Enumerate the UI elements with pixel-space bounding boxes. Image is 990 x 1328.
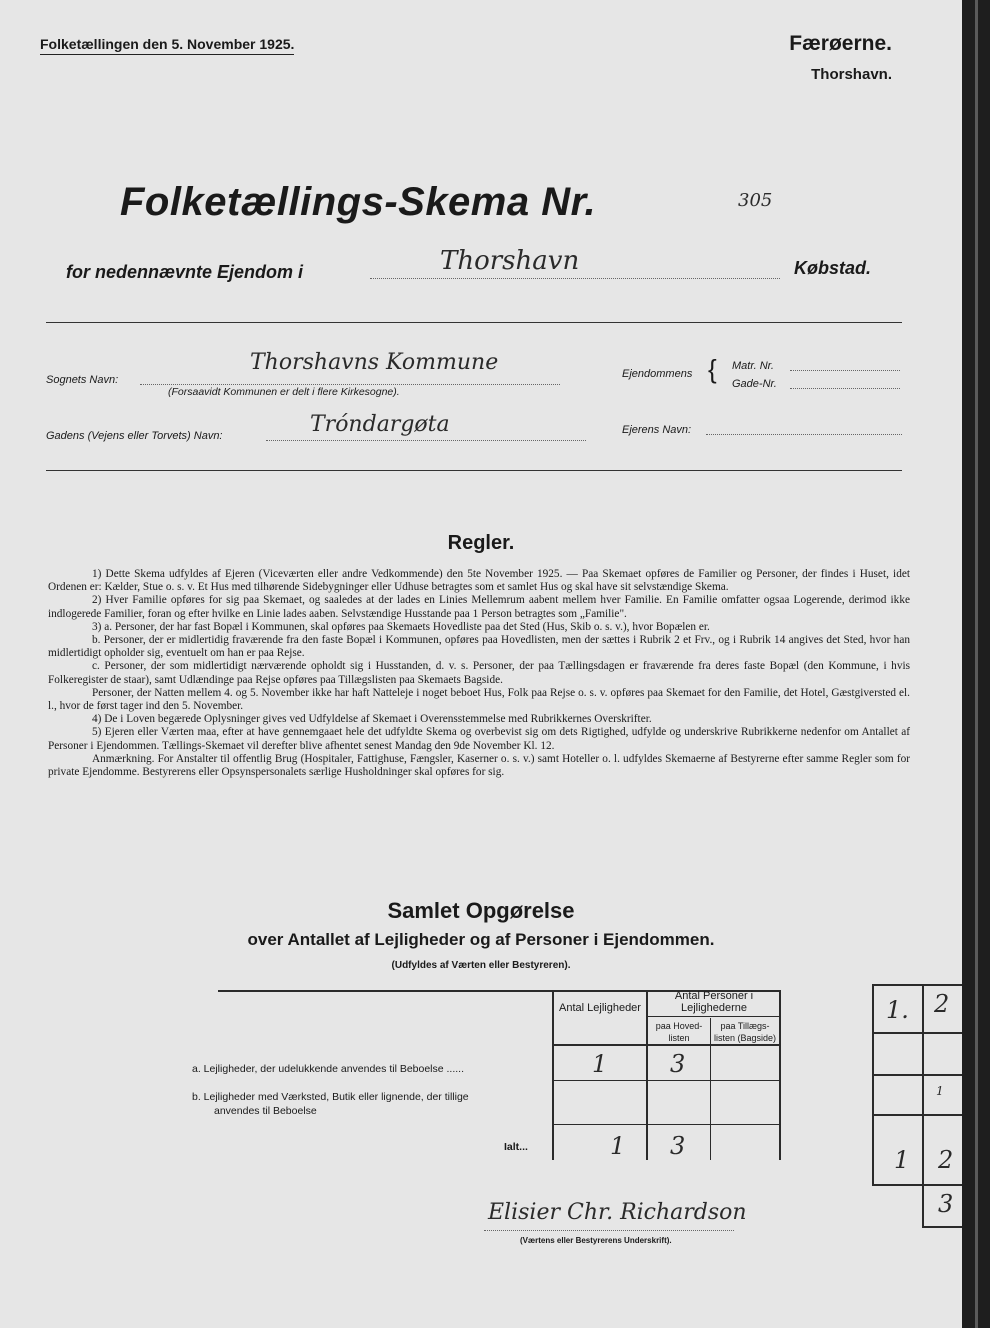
table-row-a-rule	[552, 1080, 780, 1081]
tally-left-rule	[872, 984, 874, 1184]
col-header-main-list: paa Hoved-listen	[655, 1021, 703, 1043]
total-apartments-value: 1	[610, 1132, 626, 1160]
table-header-bottom-rule	[552, 1044, 780, 1046]
summary-subtitle: over Antallet af Lejligheder og af Personer i Ejendommen.	[247, 930, 715, 949]
owner-label: Ejerens Navn:	[622, 424, 692, 436]
table-vline-3	[710, 1018, 711, 1160]
town-dotted-line	[370, 278, 780, 279]
signature-line	[484, 1230, 734, 1231]
divider-middle	[46, 470, 902, 471]
rule-3c: c. Personer, der som midlertidigt nærværende opholdt sig i Husstanden, d. v. s. Personer, der paa Tællingsdagen er fraværende fra deres faste Bopæl (den Kommune, i hvis Folkeregister de staar), samt Udlændinge paa Rejse opføres paa Tillægslisten paa Skemaets Bagside.	[48, 660, 910, 686]
kobstad-label: Købstad.	[794, 258, 872, 278]
tally-r1c1: 1.	[886, 996, 909, 1024]
town-handwritten: Thorshavn	[440, 246, 580, 276]
summary-note: (Udfyldes af Værten eller Bestyreren).	[391, 960, 571, 971]
col-header-apartments: Antal Lejligheder	[559, 1002, 641, 1014]
tally-row-rule-3	[872, 1114, 970, 1116]
row-a-apartments-value: 1	[592, 1050, 608, 1078]
matr-label: Matr. Nr.	[732, 360, 774, 372]
table-vline-1	[552, 990, 554, 1160]
rule-4: 4) De i Loven begærede Oplysninger gives ved Udfyldelse af Skemaet i Overensstemmelse med Rubrikkernes Overskrifter.	[92, 713, 652, 726]
total-main-list-value: 3	[670, 1132, 686, 1160]
row-a-main-list-value: 3	[670, 1050, 686, 1078]
signature-caption: (Værtens eller Bestyrerens Underskrift).	[520, 1236, 672, 1245]
tally-r2c2: 1	[936, 1084, 944, 1098]
owner-dotted-line	[706, 434, 902, 435]
col-header-supplement-list: paa Tillægs-listen (Bagside)	[713, 1021, 777, 1043]
form-number-handwritten: 305	[738, 190, 773, 211]
rules-title: Regler.	[447, 532, 515, 554]
rule-5: 5) Ejeren eller Værten maa, efter at have gennemgaaet hele det udfyldte Skema og overbevist sig om dets Rigtighed, udfylde og underskrive Rubrikkerne nedenfor om Antallet af Personer i Ejendommen. Tællings-Skemaet vil derefter blive afhentet senest Mandag den 9de November Kl. 12.	[48, 726, 910, 752]
rule-note: Anmærkning. For Anstalter til offentlig Brug (Hospitaler, Fattighuse, Fængsler, Kaserner o. s. v.) samt Hoteller o. l. udfyldes Skemaerne af Bestyrerne efter samme Regler som for private Ejendomme. Bestyrerens eller Opsynspersonalets særlige Husholdninger skal opføres for sig.	[48, 752, 910, 779]
tally-r3c1: 1	[894, 1146, 910, 1174]
parish-value: Thorshavns Kommune	[250, 350, 499, 375]
summary-title: Samlet Opgørelse	[387, 898, 575, 923]
gade-nr-dotted-line	[790, 388, 900, 389]
parish-note: (Forsaavidt Kommunen er delt i flere Kirkesogne).	[168, 386, 400, 398]
tally-r1c2: 2	[934, 990, 950, 1018]
row-total-label: Ialt...	[504, 1141, 528, 1153]
street-value: Tróndargøta	[310, 412, 450, 437]
region-heading: Færøerne.	[789, 32, 892, 55]
street-label: Gadens (Vejens eller Torvets) Navn:	[46, 430, 223, 442]
table-subheader-rule	[646, 1016, 780, 1017]
town-heading: Thorshavn.	[811, 66, 892, 83]
margin-tally-block	[872, 984, 970, 1228]
form-title: Folketællings-Skema Nr.	[120, 180, 597, 224]
property-line-label: for nedennævnte Ejendom i	[66, 262, 304, 282]
property-label: Ejendommens	[622, 368, 693, 380]
col-header-persons: Antal Personer i Lejlighederne	[674, 990, 754, 1014]
rule-night: Personer, der Natten mellem 4. og 5. November ikke har haft Natteleje i noget beboet Hus, Folk paa Rejse o. s. v. opføres paa Skemaet for den Familie, det Hotel, Gæstgiversted el. l., hvor de først tager ind den 5. November.	[48, 686, 910, 713]
row-b-label-1: b. Lejligheder med Værksted, Butik eller lignende, der tillige	[192, 1091, 469, 1103]
tally-r4c2: 3	[938, 1190, 954, 1218]
rule-3b: b. Personer, der er midlertidig fraværende fra den faste Bopæl i Kommunen, opføres paa Hovedlisten, men der sættes i Rubrik 2 et Frv., og i Rubrik 14 angives det Sted, hvor han midlertidigt opholder sig, eventuelt om han er paa Rejse.	[48, 634, 910, 660]
gade-nr-label: Gade-Nr.	[732, 378, 777, 390]
tally-row-rule-1	[872, 1032, 970, 1034]
parish-dotted-line	[140, 384, 560, 385]
street-dotted-line	[266, 440, 586, 441]
parish-label: Sognets Navn:	[46, 374, 119, 386]
scan-edge-stripe	[975, 0, 978, 1328]
tally-row-rule-2	[872, 1074, 970, 1076]
tally-row-rule-4	[872, 1184, 970, 1186]
tally-mid-rule	[922, 984, 924, 1228]
brace-glyph: {	[708, 354, 717, 384]
row-b-label-2: anvendes til Beboelse	[214, 1105, 317, 1117]
rule-2: 2) Hver Familie opføres for sig paa Skemaet, og saaledes at der lades en Linies Mellemrum aabent mellem hver Familie. En Familie omfatter ogsaa Logerende, derimod ikke indlogerede Familier, foran og efter hvilke en Linie lades aaben. Selvstændige Husstande paa 1 Person betragtes som „Familie".	[48, 594, 910, 620]
rules-text	[48, 568, 910, 779]
census-date-heading: Folketællingen den 5. November 1925.	[40, 36, 294, 55]
rule-1: 1) Dette Skema udfyldes af Ejeren (Viceværten eller andre Vedkommende) den 5te November 1925. — Paa Skemaet opføres de Familier og Personer, der findes i Huset, idet Ordenen er: Kælder, Stue o. s. v. Et Hus med tilhørende Sidebygninger eller Udhuse betragtes som et samlet Hus og skal have sit selvstændige Skema.	[48, 568, 910, 594]
owner-signature: Elisier Chr. Richardson	[488, 1200, 747, 1225]
table-row-b-rule	[552, 1124, 780, 1125]
tally-top-rule	[872, 984, 970, 986]
tally-r3c2: 2	[938, 1146, 954, 1174]
rule-3a: 3) a. Personer, der har fast Bopæl i Kommunen, skal opføres paa Skemaets Hovedliste paa det Sted (Hus, Skib o. s. v.), hvor Bopælen er.	[92, 620, 710, 633]
divider-top	[46, 322, 902, 323]
matr-dotted-line	[790, 370, 900, 371]
row-a-label: a. Lejligheder, der udelukkende anvendes til Beboelse ......	[192, 1063, 465, 1075]
